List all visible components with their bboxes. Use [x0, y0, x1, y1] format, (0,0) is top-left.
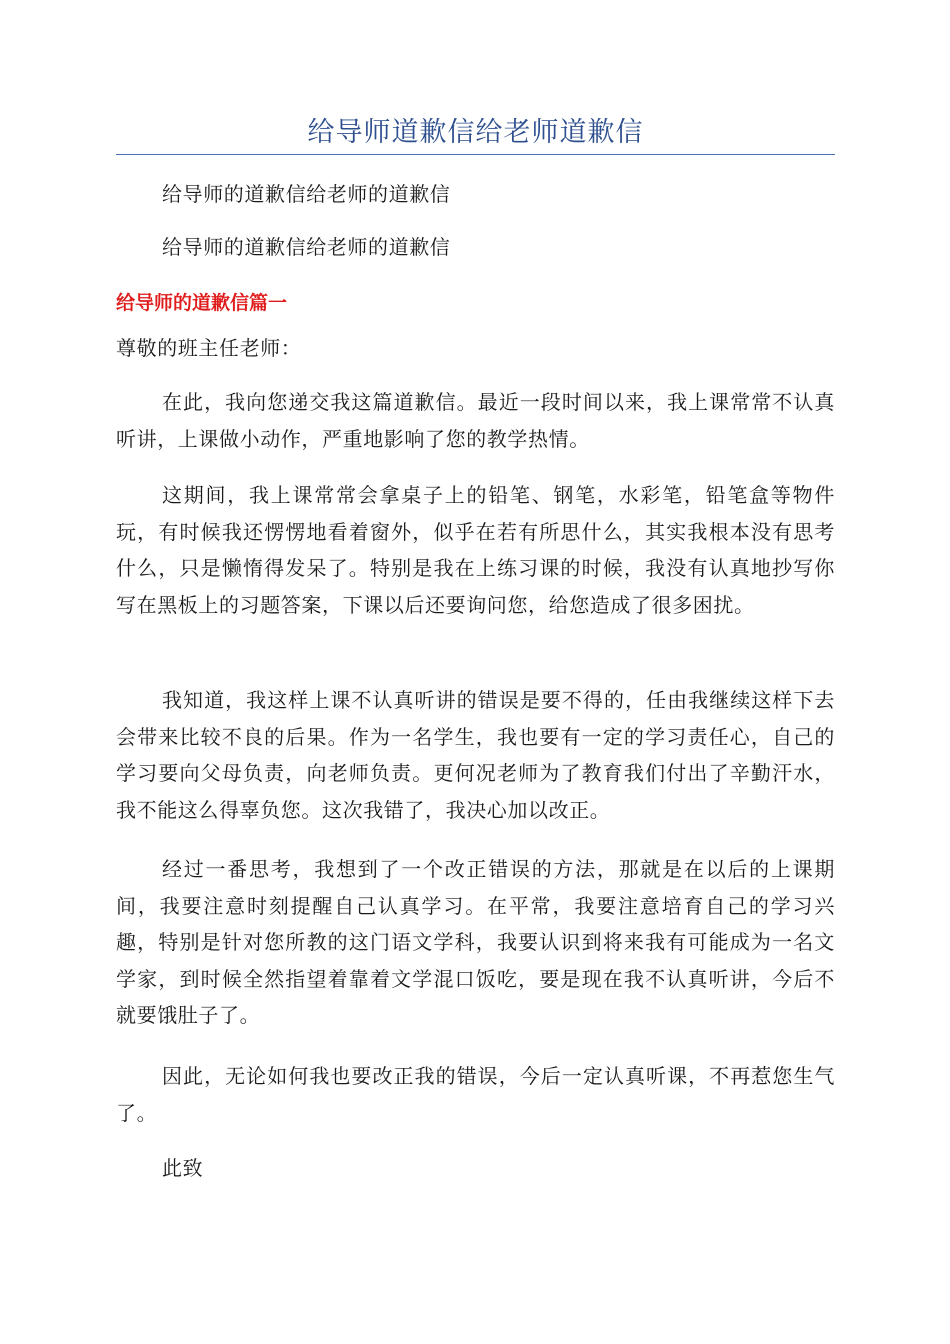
body-paragraph: 我知道，我这样上课不认真听讲的错误是要不得的，任由我继续这样下去会带来比较不良的后果。作为一名学生，我也要有一定的学习责任心，自己的学习要向父母负责，向老师负责。更何况老师为了教育我们付出了辛勤汗水，我不能这么得辜负您。这次我错了，我决心加以改正。 — [116, 688, 835, 822]
body-paragraph: 在此，我向您递交我这篇道歉信。最近一段时间以来，我上课常常不认真听讲，上课做小动作，严重地影响了您的教学热情。 — [116, 390, 835, 451]
subtitle-line: 给导师的道歉信给老师的道歉信 — [162, 235, 451, 259]
body-paragraph: 经过一番思考，我想到了一个改正错误的方法，那就是在以后的上课期间，我要注意时刻提醒自己认真学习。在平常，我要注意培育自己的学习兴趣，特别是针对您所教的这门语文学科，我要认识到将来我有可能成为一名文学家，到时候全然指望着靠着文学混口饭吃，要是现在我不认真听讲，今后不就要饿肚子了。 — [116, 857, 835, 1027]
subtitle-line: 给导师的道歉信给老师的道歉信 — [162, 182, 451, 206]
body-paragraph: 因此，无论如何我也要改正我的错误，今后一定认真听课，不再惹您生气了。 — [116, 1064, 835, 1125]
body-paragraph: 这期间，我上课常常会拿桌子上的铅笔、钢笔，水彩笔，铅笔盒等物件玩，有时候我还愣愣地看着窗外，似乎在若有所思什么，其实我根本没有思考什么，只是懒惰得发呆了。特别是我在上练习课的时候，我没有认真地抄写你写在黑板上的习题答案，下课以后还要询问您，给您造成了很多困扰。 — [116, 483, 835, 617]
closing-line: 此致 — [162, 1156, 204, 1180]
title-underline — [116, 154, 835, 155]
section-heading: 给导师的道歉信篇一 — [116, 292, 288, 314]
salutation: 尊敬的班主任老师： — [116, 336, 302, 360]
document-title: 给导师道歉信给老师道歉信 — [307, 117, 644, 148]
